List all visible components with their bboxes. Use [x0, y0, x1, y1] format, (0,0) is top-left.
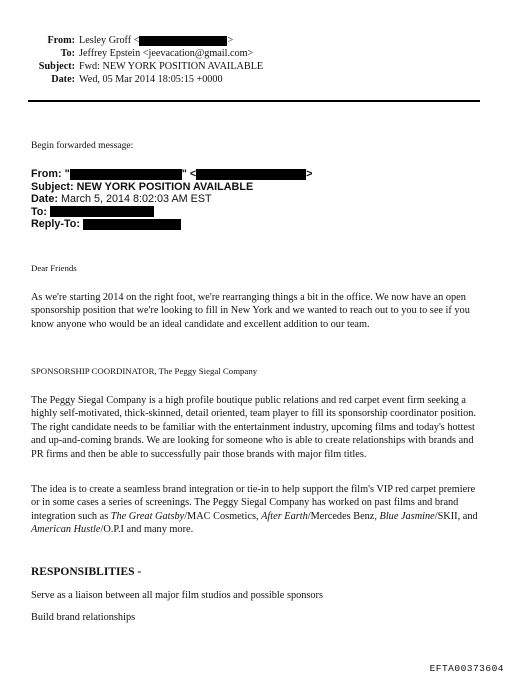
intro-paragraph: As we're starting 2014 on the right foot, we're rearranging things a bit in the office. We now have an open sponsorship position that we're looking to fill in New York and we wanted to reach out to you to see if you know anyone who would be an ideal candidate and excellent addition to our team.	[31, 292, 470, 330]
film-title: Blue Jasmine	[379, 510, 435, 522]
fwd-date-value: March 5, 2014 8:02:03 AM EST	[61, 193, 212, 205]
header-to-label: To:	[60, 48, 75, 59]
document-id: EFTA00373604	[429, 663, 504, 674]
header-to	[0, 47, 253, 60]
forward-intro: Begin forwarded message:	[31, 140, 134, 151]
fwd-to	[31, 206, 154, 219]
fwd-from-q1: "	[64, 168, 70, 180]
header-subject	[0, 60, 263, 73]
fwd-subject-value: NEW YORK POSITION AVAILABLE	[76, 180, 254, 193]
fwd-from-close: >	[306, 168, 313, 180]
fwd-from-label: From:	[31, 168, 62, 180]
para2-text: The idea is to create a seamless brand integration or tie-in to help support the film's VIP red carpet premiere or in some cases a series of screenings. The Peggy Siegal Company has worked on past films and brand integration such as	[31, 484, 476, 522]
fwd-from	[31, 168, 312, 181]
para2-text: /MAC Cosmetics,	[184, 510, 262, 522]
redaction-block	[70, 169, 182, 180]
fwd-to-label: To:	[31, 205, 47, 218]
redaction-block	[50, 206, 154, 217]
para2-text: /O.P.I and many more.	[100, 524, 194, 536]
film-title: After Earth	[261, 510, 308, 522]
fwd-date-label: Date:	[31, 193, 58, 205]
header-from-name: Lesley Groff <	[79, 35, 140, 46]
fwd-from-q2: " <	[181, 168, 197, 180]
redaction-block	[139, 36, 227, 46]
header-from	[0, 34, 233, 47]
header-date-value: Wed, 05 Mar 2014 18:05:15 +0000	[79, 74, 223, 85]
fwd-replyto-label: Reply-To:	[31, 218, 80, 230]
responsibility-item: Serve as a liaison between all major film studios and possible sponsors	[31, 590, 323, 601]
integration-paragraph	[31, 483, 481, 537]
para2-text: /Mercedes Benz,	[307, 510, 380, 522]
header-to-value: Jeffrey Epstein <jeevacation@gmail.com>	[79, 48, 254, 59]
header-subject-value: Fwd: NEW YORK POSITION AVAILABLE	[79, 61, 264, 72]
header-divider	[28, 100, 480, 102]
fwd-replyto	[31, 218, 181, 231]
para2-text: /SKII, and	[434, 510, 478, 522]
company-paragraph: The Peggy Siegal Company is a high profile boutique public relations and red carpet event firm seeking a highly self-motivated, thick-skinned, detail oriented, team player to fill its sponsorship coordinator position. The right candidate needs to be familiar with the entertainment industry, upcoming films and today's hottest and up-and-coming brands. We are looking for someone who is able to create relationships with brands and PR firms and then be able to successfully pair those brands with major film titles.	[31, 395, 476, 460]
redaction-block	[83, 219, 181, 230]
fwd-subject	[31, 181, 253, 194]
greeting: Dear Friends	[31, 263, 77, 273]
film-title: American Hustle	[31, 524, 101, 536]
fwd-date	[31, 193, 212, 206]
responsibility-item: Build brand relationships	[31, 612, 136, 623]
header-date-label: Date:	[51, 74, 75, 85]
fwd-subject-label: Subject:	[31, 180, 74, 193]
film-title: The Great Gatsby	[110, 510, 185, 522]
header-date	[0, 73, 223, 86]
header-from-label: From:	[47, 35, 75, 46]
header-subject-label: Subject:	[38, 61, 75, 72]
position-title: SPONSORSHIP COORDINATOR, The Peggy Siegal Company	[31, 366, 258, 376]
redaction-block	[196, 169, 306, 180]
responsibilities-heading: RESPONSIBLITIES -	[31, 566, 142, 578]
header-from-close: >	[227, 35, 234, 46]
